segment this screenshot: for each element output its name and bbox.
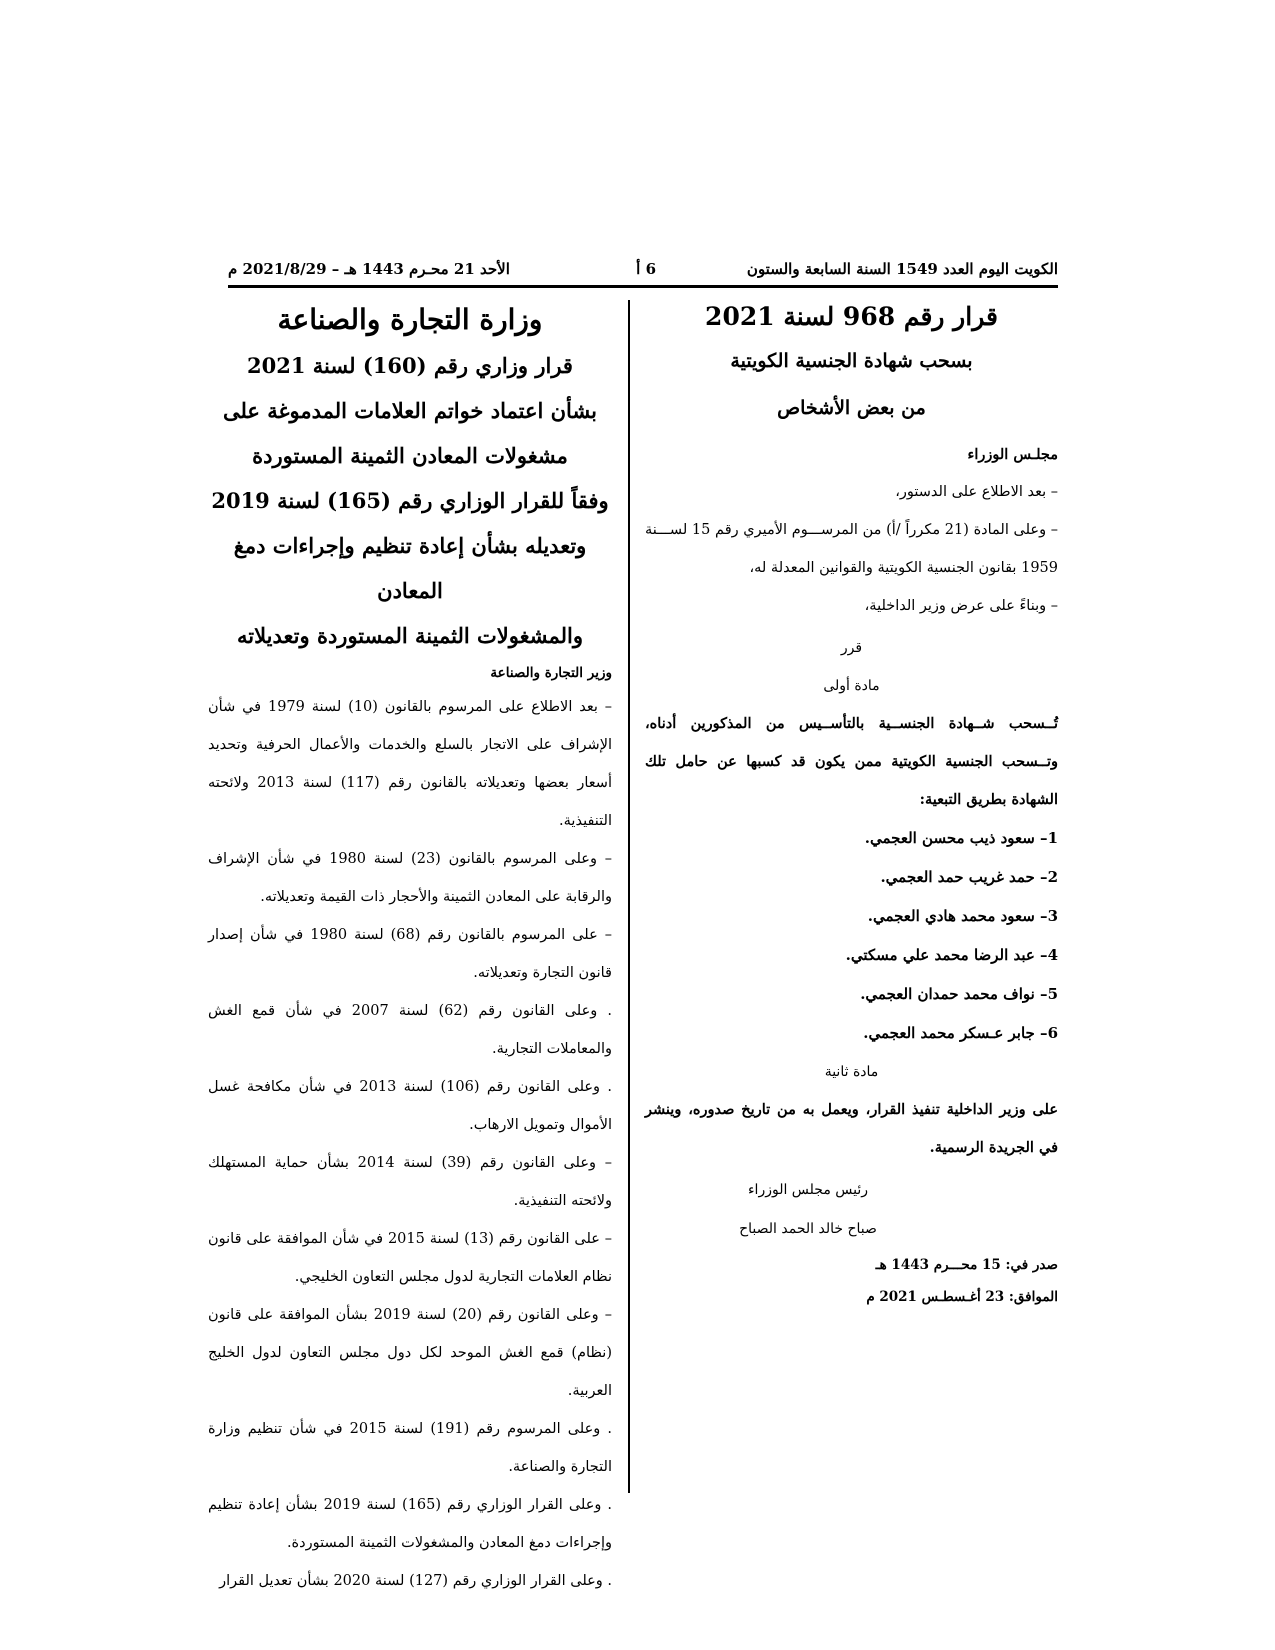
decision-160-subject: وتعديله بشأن إعادة تنظيم وإجراءات دمغ المعادن [233, 533, 587, 603]
preamble-item: – على القانون رقم (13) لسنة 2015 في شأن الموافقة على قانون نظام العلامات التجارية لدول مجلس التعاون الخليجي. [208, 1231, 612, 1285]
article-1-text: تُــسحب شــهادة الجنســية بالتأســيس من المذكورين أدناه، وتــسحب الجنسية الكويتية ممن يكون قد كسبها عن حامل تلك الشهادة بطريق التبعية: [645, 715, 1058, 808]
signatory-name: صباح خالد الحمد الصباح [739, 1221, 877, 1237]
decision-160-title: قرار وزاري رقم (160) لسنة 2021 [247, 353, 573, 378]
issued-gregorian: الموافق: 23 أغـسطـس 2021 م [866, 1289, 1058, 1305]
preamble-item: . وعلى المرسوم رقم (191) لسنة 2015 في شأن تنظيم وزارة التجارة والصناعة. [208, 1421, 612, 1475]
person-item: 6– جابر عـسكر محمد العجمي. [863, 1024, 1058, 1042]
preamble-item: – بعد الاطلاع على الدستور، [895, 484, 1058, 500]
preamble-item: – وعلى المادة (21 مكرراً /أ) من المرســـوم الأميري رقم 15 لســـنة 1959 بقانون الجنسية الكويتية والقوانين المعدلة له، [645, 522, 1059, 576]
article-2-title: مادة ثانية [824, 1064, 879, 1080]
decision-160-subject: وفقاً للقرار الوزاري رقم (165) لسنة 2019 [211, 488, 609, 513]
column-divider [628, 300, 630, 1493]
decision-160-subject: بشأن اعتماد خواتم العلامات المدموغة على [222, 398, 598, 423]
header-divider [228, 285, 1058, 288]
preamble-item: . وعلى القرار الوزاري رقم (127) لسنة 2020 بشأن تعديل القرار [219, 1573, 612, 1589]
issued-hijri: صدر في: 15 محـــرم 1443 هـ [875, 1257, 1058, 1273]
decision-968-subject-2: من بعض الأشخاص [777, 397, 926, 419]
right-column [645, 297, 1058, 1313]
signatory-title: رئيس مجلس الوزراء [747, 1182, 869, 1198]
decision-968-title: قرار رقم 968 لسنة 2021 [705, 302, 998, 331]
decided-label: قرر [840, 640, 863, 656]
decision-160-subject: والمشغولات الثمينة المستوردة وتعديلاته [237, 623, 583, 648]
preamble-item: – بعد الاطلاع على المرسوم بالقانون (10) لسنة 1979 في شأن الإشراف على الاتجار بالسلع والخدمات والأعمال الحرفية وتحديد أسعار بعضها وتعديلاته بالقانون رقم (117) لسنة 2013 ولائحته التنفيذية. [208, 699, 612, 829]
person-item: 4– عبد الرضا محمد علي مسكتي. [845, 946, 1058, 964]
preamble-item: . وعلى القانون رقم (62) لسنة 2007 في شأن قمع الغش والمعاملات التجارية. [208, 1003, 612, 1057]
page-header [228, 254, 1058, 282]
person-item: 2– حمد غريب حمد العجمي. [880, 868, 1058, 886]
article-1-title: مادة أولى [823, 678, 880, 694]
left-column [208, 297, 612, 1600]
preamble-item: . وعلى القرار الوزاري رقم (165) لسنة 2019 بشأن إعادة تنظيم وإجراءات دمغ المعادن والمشغولات الثمينة المستوردة. [208, 1497, 612, 1551]
preamble-item: – وعلى القانون رقم (20) لسنة 2019 بشأن الموافقة على قانون (نظام) قمع الغش الموحد لكل دول مجلس التعاون لدول الخليج العربية. [208, 1307, 612, 1399]
preamble-item: – على المرسوم بالقانون رقم (68) لسنة 1980 في شأن إصدار قانون التجارة وتعديلاته. [208, 927, 612, 981]
council-heading: مجلـس الوزراء [967, 446, 1058, 463]
header-date: الأحد 21 محـرم 1443 هـ – 2021/8/29 م [228, 260, 510, 278]
person-item: 1– سعود ذيب محسن العجمي. [864, 829, 1058, 847]
minister-heading: وزير التجارة والصناعة [490, 665, 612, 681]
preamble-item: – وعلى القانون رقم (39) لسنة 2014 بشأن حماية المستهلك ولائحته التنفيذية. [208, 1155, 612, 1209]
header-page-number: 6 أ [636, 260, 656, 278]
header-issue: الكويت اليوم العدد 1549 السنة السابعة والستون [746, 260, 1058, 278]
preamble-item: – وعلى المرسوم بالقانون (23) لسنة 1980 في شأن الإشراف والرقابة على المعادن الثمينة والأحجار ذات القيمة وتعديلاته. [208, 851, 612, 905]
article-2-text: على وزير الداخلية تنفيذ القرار، ويعمل به من تاريخ صدوره، وينشر في الجريدة الرسمية. [645, 1101, 1058, 1156]
person-item: 5– نواف محمد حمدان العجمي. [860, 985, 1058, 1003]
decision-160-subject: مشغولات المعادن الثمينة المستوردة [252, 443, 568, 468]
preamble-item: – وبناءً على عرض وزير الداخلية، [864, 598, 1058, 614]
ministry-title: وزارة التجارة والصناعة [277, 303, 543, 336]
decision-968-subject-1: بسحب شهادة الجنسية الكويتية [730, 350, 973, 372]
preamble-item: . وعلى القانون رقم (106) لسنة 2013 في شأن مكافحة غسل الأموال وتمويل الارهاب. [208, 1079, 612, 1133]
person-item: 3– سعود محمد هادي العجمي. [867, 907, 1058, 925]
